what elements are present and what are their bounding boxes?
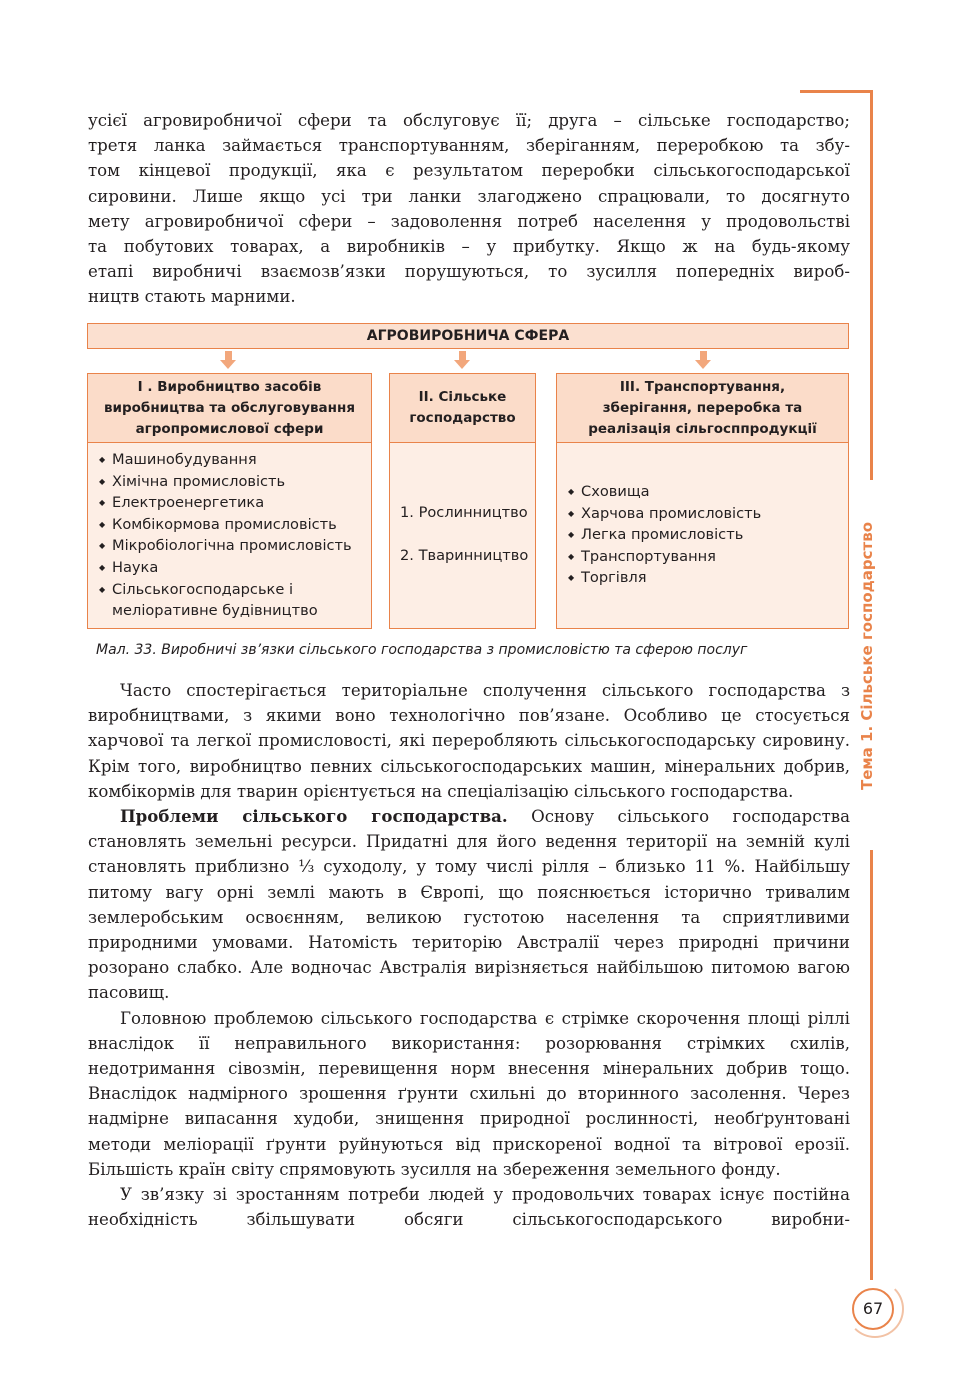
list-item: ◆ Сховища [557,481,848,503]
list-item: ◆ Сільськогосподарське і меліоративне будівництво [88,579,371,622]
paragraph-text: Основу сільського господарства становлять земельні ресурси. Придатні для його ведення території на земній кулі становлять приблизно ⅓ суходолу, у тому числі рілля – близько 11 %. Найбільшу питому вагу орні землі мають в Європі, що пояснюється історично тривалим землеробським освоєнням, великою густотою населення та сприятливими природними умовами. Натомість територію Австралії через природні причини розорано слабко. Але водночас Австралія вирізняється найбільшою питомою вагою пасовищ. [88,807,850,1003]
column-production-means [87,373,372,629]
text-line: третя ланка займається транспортуванням, зберіганням, переробкою та збу- [88,136,850,156]
figure-caption: Мал. 33. Виробничі зв’язки сільського господарства з промисловістю та сферою послуг [96,642,748,658]
text-line: том кінцевої продукції, яка є результатом переробки сільськогосподарської [88,161,850,181]
body-text [88,678,850,1232]
list-item: 1. Рослинництво [400,504,528,521]
text-line: мету агровиробничої сфери – задоволення потреб населення у продовольстві [88,211,850,231]
column-body [390,443,535,628]
list-item: ◆ Комбікормова промисловість [88,514,371,536]
paragraph: Головною проблемою сільського господарства є стрімке скорочення площі ріллі внаслідок її неправильного використання: розорювання стрімких схилів, недотримання сівозмін, перевищення норм внесення мінеральних добрив тощо. Внаслідок надмірного зрошення ґрунти схильні до вторинного засолення. Через надмірне випасання худоби, знищення природної рослинності, необґрунтовані методи меліорації ґрунти руйнуються від прискореної водної та вітрової ерозії. Більшість країн світу спрямовують зусилля на збереження земельного фонду. [88,1008,850,1179]
title-line: агропромислової сфери [135,420,324,437]
title-line: реалізація сільгосппродукції [588,420,817,437]
paragraph: У зв’язку зі зростанням потреби людей у продовольчих товарах існує постійна необхідність збільшувати обсяги сільськогосподарського виробни- [88,1185,850,1230]
list-item: ◆ Харчова промисловість [557,503,848,525]
agro-sphere-diagram [87,323,849,629]
column-processing [556,373,849,629]
title-line: ІІ. Сільське [418,389,507,405]
intro-paragraph [88,108,850,310]
page-number: 67 [852,1288,894,1330]
list-item: ◆ Мікробіологічна промисловість [88,535,371,557]
text-line: сировини. Лише якщо усі три ланки злагоджено спрацювали, то досягнуто [88,186,850,206]
list-item: ◆ Транспортування [557,546,848,568]
column-agriculture [389,373,536,629]
list-item: ◆ Легка промисловість [557,524,848,546]
decorative-rule [870,850,873,1280]
title-line: ІІІ. Транспортування, [619,378,786,395]
paragraph [88,804,850,1006]
list-item: ◆ Наука [88,557,371,579]
diagram-header: АГРОВИРОБНИЧА СФЕРА [87,323,849,349]
list-item: 2. Тваринництво [400,547,529,565]
column-title [390,374,535,443]
list-item: ◆ Електроенергетика [88,492,371,514]
title-line: виробництва та обслуговування [103,399,355,416]
section-heading: Проблеми сільського господарства. [120,806,508,827]
text-line: ництв стають марними. [88,287,296,307]
list-item: ◆ Торгівля [557,567,848,589]
title-line: І . Виробництво засобів [137,378,322,395]
column-body [557,443,848,628]
column-title [88,374,371,443]
decorative-rule [870,90,873,480]
column-title [557,374,848,443]
column-body [88,443,371,628]
title-line: зберігання, переробка та [602,399,803,416]
text-line: усієї агровиробничої сфери та обслуговує її; друга – сільське господарство; [88,111,850,130]
decorative-rule [800,90,873,93]
list-item: ◆ Машинобудування [88,449,371,471]
text-line: та побутових товарах, а виробників – у прибутку. Якщо ж на будь-якому [88,237,850,257]
text-line: етапі виробничі взаємозв’язки порушуються, то зусилля попередніх вироб- [88,262,850,282]
paragraph: Часто спостерігається територіальне сполучення сільського господарства з виробництвами, з якими воно технологічно пов’язане. Особливо це стосується харчової та легкої промисловості, які переробляють сільськогосподарську сировину. Крім того, виробництво певних сільськогосподарських машин, мінеральних добрив, комбікормів для тварин орієнтується на спеціалізацію сільського господарства. [88,681,850,801]
list-item: ◆ Хімічна промисловість [88,471,371,493]
section-side-title: Тема 1. Сільське господарство [858,521,876,790]
title-line: господарство [409,410,516,426]
